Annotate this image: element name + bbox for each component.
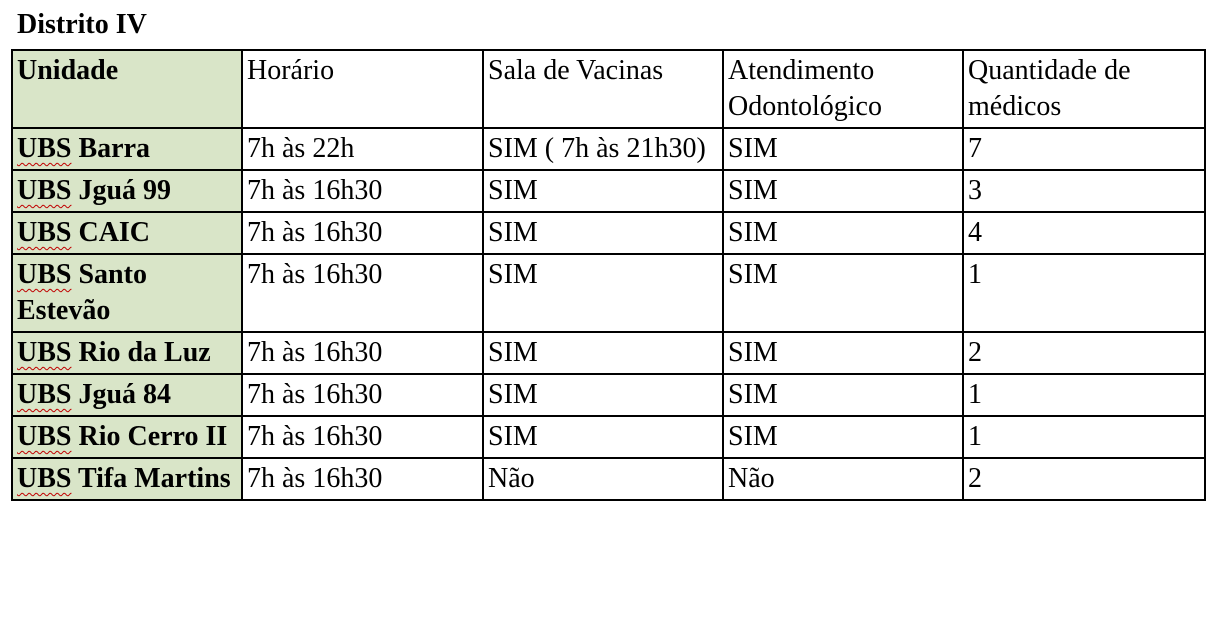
unit-name-cell (12, 212, 242, 254)
sala-vacinas-cell: SIM ( 7h às 21h30) (483, 128, 723, 170)
sala-vacinas-cell: SIM (483, 374, 723, 416)
quantidade-medicos-cell: 1 (963, 254, 1205, 332)
atendimento-odontologico-cell: Não (723, 458, 963, 500)
ubs-prefix: UBS (17, 175, 72, 206)
header-unidade: Unidade (12, 50, 242, 128)
horario-cell: 7h às 16h30 (242, 254, 483, 332)
unit-name: Barra (71, 133, 150, 164)
table-row (12, 170, 1205, 212)
atendimento-odontologico-cell: SIM (723, 212, 963, 254)
table-header-row (12, 50, 1205, 128)
ubs-prefix: UBS (17, 421, 72, 452)
unit-name: Santo Estevão (17, 259, 147, 326)
unit-name-cell (12, 254, 242, 332)
district-table (11, 49, 1206, 501)
table-row (12, 416, 1205, 458)
quantidade-medicos-cell: 2 (963, 458, 1205, 500)
unit-name-cell (12, 170, 242, 212)
table-row (12, 212, 1205, 254)
unit-name: Rio da Luz (71, 337, 211, 368)
unit-name: Jguá 84 (71, 379, 172, 410)
header-atendimento-odontologico: Atendimento Odontológico (723, 50, 963, 128)
horario-cell: 7h às 16h30 (242, 416, 483, 458)
header-quantidade-medicos: Quantidade de médicos (963, 50, 1205, 128)
ubs-prefix: UBS (17, 463, 72, 494)
quantidade-medicos-cell: 1 (963, 374, 1205, 416)
unit-name: Jguá 99 (71, 175, 172, 206)
unit-name-cell (12, 458, 242, 500)
quantidade-medicos-cell: 4 (963, 212, 1205, 254)
unit-name-cell (12, 416, 242, 458)
horario-cell: 7h às 16h30 (242, 212, 483, 254)
sala-vacinas-cell: SIM (483, 170, 723, 212)
quantidade-medicos-cell: 7 (963, 128, 1205, 170)
table-row (12, 332, 1205, 374)
sala-vacinas-cell: SIM (483, 416, 723, 458)
unit-name: Rio Cerro II (71, 421, 228, 452)
horario-cell: 7h às 16h30 (242, 374, 483, 416)
quantidade-medicos-cell: 2 (963, 332, 1205, 374)
atendimento-odontologico-cell: SIM (723, 170, 963, 212)
header-horario: Horário (242, 50, 483, 128)
ubs-prefix: UBS (17, 217, 72, 248)
sala-vacinas-cell: SIM (483, 212, 723, 254)
quantidade-medicos-cell: 1 (963, 416, 1205, 458)
horario-cell: 7h às 22h (242, 128, 483, 170)
atendimento-odontologico-cell: SIM (723, 374, 963, 416)
horario-cell: 7h às 16h30 (242, 170, 483, 212)
ubs-prefix: UBS (17, 337, 72, 368)
table-row (12, 458, 1205, 500)
atendimento-odontologico-cell: SIM (723, 128, 963, 170)
horario-cell: 7h às 16h30 (242, 458, 483, 500)
unit-name: CAIC (71, 217, 151, 248)
horario-cell: 7h às 16h30 (242, 332, 483, 374)
sala-vacinas-cell: Não (483, 458, 723, 500)
unit-name-cell (12, 332, 242, 374)
table-body (12, 128, 1205, 500)
sala-vacinas-cell: SIM (483, 332, 723, 374)
table-row (12, 374, 1205, 416)
header-sala-vacinas: Sala de Vacinas (483, 50, 723, 128)
ubs-prefix: UBS (17, 259, 72, 290)
atendimento-odontologico-cell: SIM (723, 416, 963, 458)
unit-name-cell (12, 374, 242, 416)
quantidade-medicos-cell: 3 (963, 170, 1205, 212)
sala-vacinas-cell: SIM (483, 254, 723, 332)
table-row (12, 254, 1205, 332)
atendimento-odontologico-cell: SIM (723, 332, 963, 374)
unit-name: Tifa Martins (71, 463, 231, 494)
unit-name-cell (12, 128, 242, 170)
table-row (12, 128, 1205, 170)
ubs-prefix: UBS (17, 379, 72, 410)
document-title: Distrito IV (17, 9, 147, 40)
ubs-prefix: UBS (17, 133, 72, 164)
atendimento-odontologico-cell: SIM (723, 254, 963, 332)
